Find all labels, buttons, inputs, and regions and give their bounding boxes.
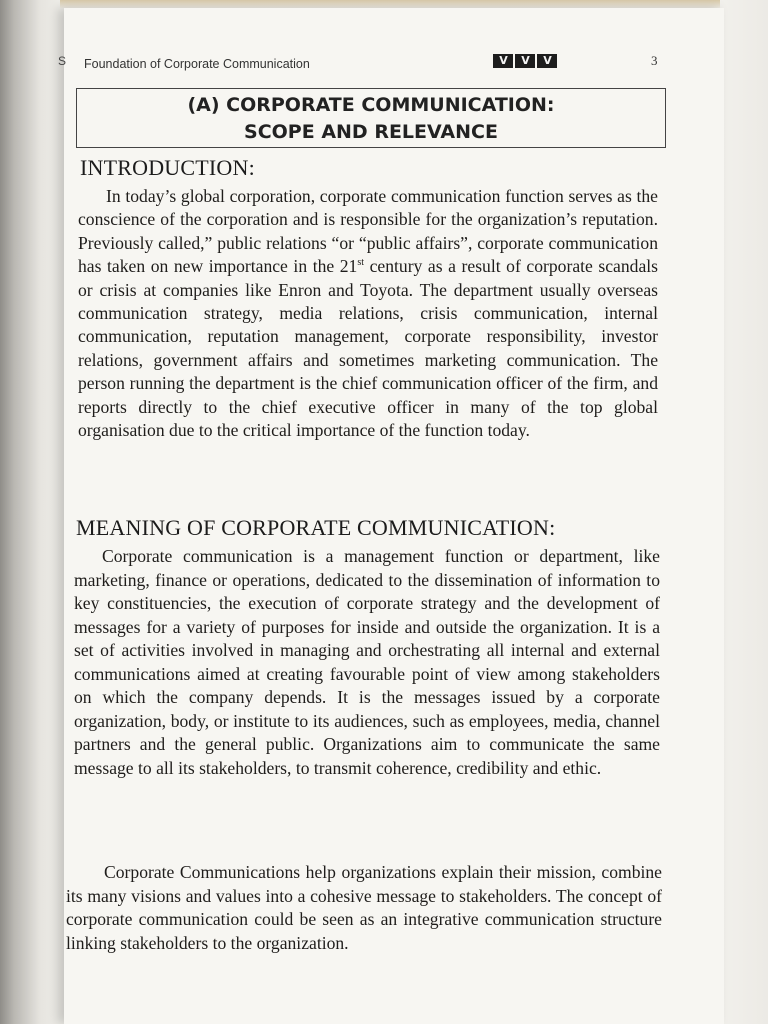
logo-letter: V bbox=[537, 54, 557, 68]
meaning-text-2: Corporate Communications help organizations explain their mission, combine its many visions and values into a cohesive message to stakeholders. The concept of corporate communication could be seen as an integrative communication structure linking stakeholders to the organization. bbox=[66, 862, 662, 953]
chapter-title-box bbox=[76, 88, 666, 148]
introduction-paragraph bbox=[78, 185, 658, 442]
meaning-paragraph-1 bbox=[74, 545, 660, 780]
edge-mark: S bbox=[58, 54, 67, 68]
introduction-text-part2: century as a result of corporate scandals or crisis at companies like Enron and Toyota. The department usually overseas communication strategy, media relations, crisis communication, internal communication, reputation management, corporate responsibility, investor relations, government affairs and sometimes marketing communication. The person running the department is the chief communication officer of the firm, and reports directly to the chief executive officer in many of the top global organisation due to the critical importance of the function today. bbox=[78, 256, 658, 441]
introduction-heading: INTRODUCTION: bbox=[80, 155, 255, 180]
meaning-paragraph-2 bbox=[66, 861, 662, 955]
running-head: Foundation of Corporate Communication bbox=[84, 57, 310, 71]
binding-edge bbox=[60, 0, 720, 8]
meaning-text-1: Corporate communication is a management function or department, like marketing, finance or operations, dedicated to the dissemination of information to key constituencies, the execution of corporate strategy and the development of messages for a variety of purposes for inside and outside the organization. It is a set of activities involved in managing and orchestrating all internal and external communications aimed at creating favourable point of view among stakeholders on which the company depends. It is the messages issued by a corporate organization, body, or institute to its audiences, such as employees, media, channel partners and the general public. Organizations aim to communicate the same message to all its stakeholders, to transmit coherence, credibility and ethic. bbox=[74, 546, 660, 778]
chapter-title-line1: (A) CORPORATE COMMUNICATION: bbox=[187, 94, 555, 116]
chapter-title-line2: SCOPE AND RELEVANCE bbox=[244, 121, 498, 143]
ordinal-suffix: st bbox=[357, 257, 365, 269]
introduction-text-part1: In today’s global corporation, corporate communication function serves as the conscience of the corporation and is responsible for the organization’s reputation. Previously called,” public relations “or “public affairs”, corporate communication has taken on new importance in the 21 bbox=[78, 186, 658, 277]
page-number: 3 bbox=[651, 53, 658, 68]
logo-letter: V bbox=[493, 54, 513, 68]
meaning-heading: MEANING OF CORPORATE COMMUNICATION: bbox=[76, 515, 556, 540]
publisher-logo bbox=[493, 54, 557, 68]
logo-letter: V bbox=[515, 54, 535, 68]
